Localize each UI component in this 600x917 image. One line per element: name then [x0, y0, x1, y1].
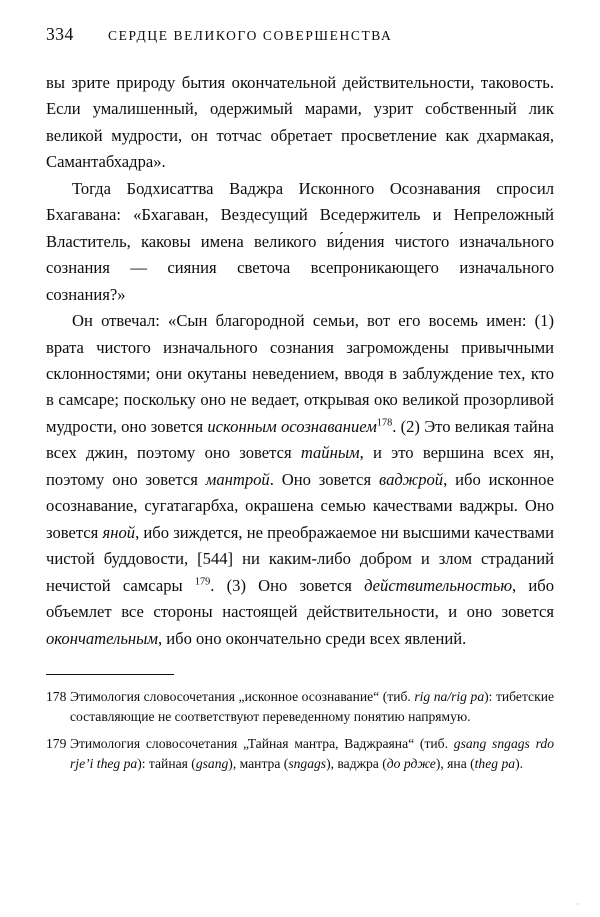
emphasis-text: тайным [300, 443, 360, 463]
footnote-text [70, 687, 554, 727]
emphasis-text: мантрой [205, 469, 270, 489]
text-run: Он отвечал: «Сын благородной семьи, вот его восемь имен: (1) врата чистого изначального сознания загромождены привычными склонностями; они окутаны неведением, вводя в заблуждение тех, кто в самсаре; поскольку оно не ведает, открывая око великой прозорливой мудрости, оно зовется [46, 311, 554, 436]
footnote-reference: 178 [376, 417, 393, 429]
text-run: . (2) Это великая тайна всех джин, поэтому оно зовется [46, 416, 554, 463]
text-run: Этимология словосочетания „исконное осознавание“ (тиб. [70, 689, 415, 705]
body-paragraph [46, 176, 554, 308]
footnote-text [70, 734, 554, 774]
text-run: , ибо зиждется, не преображаемое ни высшими качествами чистой буддовости, [544] ни каким-либо добром и злом страданий нечистой самсары [46, 522, 554, 595]
body-text [46, 70, 554, 652]
text-run: ): тибетские составляющие не соответствуют переведенному понятию напрямую. [70, 689, 555, 725]
text-run: , ибо объемлет все стороны настоящей действительности, и оно зовется [46, 575, 555, 622]
text-run: ): тайная ( [137, 755, 196, 771]
footnote-separator [46, 674, 174, 675]
text-run: Тогда Бодхисаттва Ваджра Исконного Осознавания спросил Бхагавана: «Бхагаван, Вездесущий Вседержитель и Непреложный Властитель, каковы имена великого ви́дения чистого изначального сознания — сияния светоча всепроникающего изначального сознания?» [46, 178, 554, 304]
text-run: , и это вершина всех ян, поэтому оно зовется [46, 443, 554, 489]
text-run: ), ваджра ( [326, 755, 387, 771]
emphasis-text: исконным осознаванием [207, 416, 377, 436]
emphasis-text: ваджрой [378, 469, 444, 489]
text-run: ), мантра ( [228, 755, 289, 771]
text-run: ). [515, 755, 523, 771]
emphasis-text: gsang [195, 755, 229, 771]
footnotes-section [46, 687, 554, 773]
page-header [46, 24, 554, 48]
emphasis-text: окончательным [46, 628, 158, 648]
text-run: Этимология словосочетания „Тайная мантра, Ваджраяна“ (тиб. [70, 736, 454, 752]
footnote-number: 178 [46, 689, 67, 705]
body-paragraph [46, 70, 554, 176]
emphasis-text: действительностью [364, 575, 513, 595]
running-title: СЕРДЦЕ ВЕЛИКОГО СОВЕРШЕНСТВА [108, 28, 393, 43]
text-run: . (3) Оно зовется [210, 575, 365, 595]
footnote-number: 179 [46, 736, 67, 752]
corner-mark: · [576, 899, 580, 909]
text-run: , ибо исконное осознавание, сугатагарбха, окрашена семью качествами ваджры. Оно зовется [46, 469, 554, 542]
footnote [46, 734, 554, 774]
text-run: , ибо оно окончательно среди всех явлений. [157, 628, 467, 648]
emphasis-text: яной [102, 522, 136, 542]
emphasis-text: sngags [288, 755, 327, 771]
footnote [46, 687, 554, 727]
text-run: ), яна ( [435, 755, 475, 771]
emphasis-text: rig na/rig pa [414, 689, 485, 705]
emphasis-text: gsang sngags rdo rje’i theg pa [70, 736, 554, 771]
emphasis-text: theg pa [474, 755, 516, 771]
page-number: 334 [46, 24, 74, 44]
text-run: вы зрите природу бытия окончательной действительности, таковость. Если умалишенный, одержимый марами, узрит собственный лик великой мудрости, он тотчас обретает просветление как дхармакая, Самантабхадра». [46, 73, 554, 172]
footnote-reference: 179 [194, 576, 211, 588]
emphasis-text: до рдже [386, 755, 436, 771]
body-paragraph [46, 308, 554, 652]
text-run: . Оно зовется [269, 469, 379, 489]
